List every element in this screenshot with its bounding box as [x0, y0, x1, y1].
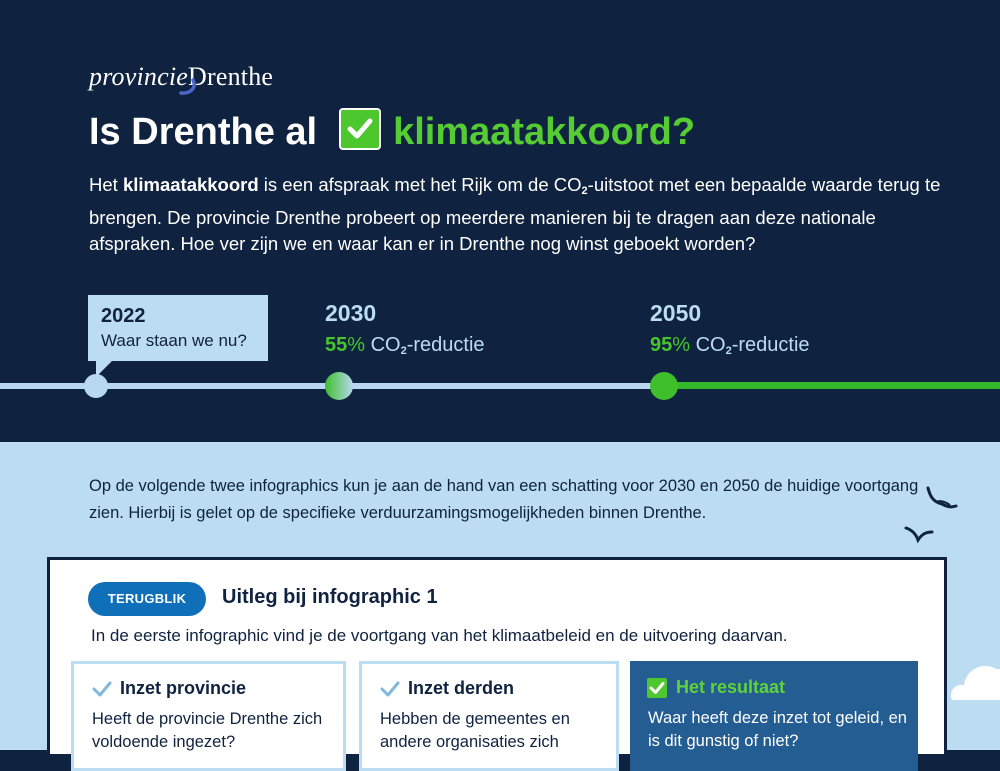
box-body: Heeft de provincie Drenthe zich voldoende ingezet?: [92, 710, 323, 751]
pct-2030: 55: [325, 334, 348, 356]
box-body: Hebben de gemeentes en andere organisaties zich: [380, 710, 570, 751]
reduction-2030: [325, 334, 485, 357]
bird-icon: [900, 480, 960, 545]
intro-text-2: is een afspraak met het Rijk om de CO: [258, 174, 582, 195]
timeline-line-future: [664, 382, 1000, 389]
intro-bold-term: klimaatakkoord: [122, 174, 259, 195]
box-inzet-derden: [359, 661, 619, 771]
box-het-resultaat: [630, 661, 918, 771]
page-title: [89, 108, 695, 154]
card-description: In de eerste infographic vind je de voortgang van het klimaatbeleid en de uitvoering daarvan.: [91, 626, 788, 645]
co-sub-2050: 2: [725, 345, 732, 357]
check-icon: [647, 678, 667, 698]
cloud-icon: [948, 655, 1000, 700]
terugblik-badge[interactable]: TERUGBLIK: [88, 582, 206, 616]
box-title: Het resultaat: [676, 677, 786, 697]
callout-2022: [88, 295, 268, 361]
card-title: Uitleg bij infographic 1: [222, 586, 438, 608]
intro-paragraph: [89, 172, 949, 258]
logo-swoosh-icon: [175, 78, 203, 96]
pct-sign-2050: %: [672, 334, 691, 356]
title-lead: Is Drenthe al: [89, 111, 318, 153]
co-2050: CO: [695, 334, 726, 356]
pct-2050: 95: [650, 334, 673, 356]
timeline-dot-2022: [84, 374, 108, 398]
box-body: Waar heeft deze inzet tot geleid, en is dit gunstig of niet?: [648, 709, 907, 750]
timeline-dot-2030: [325, 372, 353, 400]
year-2050: 2050: [650, 300, 702, 326]
callout-question: Waar staan we nu?: [101, 331, 247, 350]
year-2030: 2030: [325, 300, 377, 326]
title-highlight: klimaatakkoord?: [393, 111, 696, 153]
box-title: Inzet derden: [408, 678, 515, 698]
check-icon: [339, 108, 381, 150]
logo-text-drenthe: Drenthe: [188, 62, 274, 91]
co-sub-2030: 2: [400, 345, 407, 357]
intro-subscript: 2: [581, 185, 588, 197]
check-icon: [380, 681, 400, 697]
logo[interactable]: [89, 62, 273, 92]
timeline-dot-2050: [650, 372, 678, 400]
section-intro-text: Op de volgende twee infographics kun je aan de hand van een schatting voor 2030 en 2050 de huidige voortgang zien. Hierbij is gelet op de specifieke verduurzamingsmogelijkheden binnen Drenthe.: [89, 477, 919, 522]
reduction-label-2050: -reductie: [731, 334, 810, 356]
callout-year: 2022: [101, 305, 146, 327]
reduction-label-2030: -reductie: [406, 334, 485, 356]
intro-text-3: -uitstoot met een bepaalde waarde terug te brengen. De provincie Drenthe probeert op meerdere manieren bij te dragen aan deze nationale afspraken. Hoe ver zijn we en waar kan er in Drenthe nog winst geboekt worden?: [89, 174, 941, 254]
reduction-2050: [650, 334, 810, 357]
co-2030: CO: [370, 334, 401, 356]
logo-text-provincie: provincie: [89, 62, 189, 91]
pct-sign-2030: %: [347, 334, 366, 356]
intro-text-1: Het: [89, 174, 123, 195]
box-inzet-provincie: [71, 661, 346, 771]
box-title: Inzet provincie: [120, 678, 247, 698]
check-icon: [92, 681, 112, 697]
